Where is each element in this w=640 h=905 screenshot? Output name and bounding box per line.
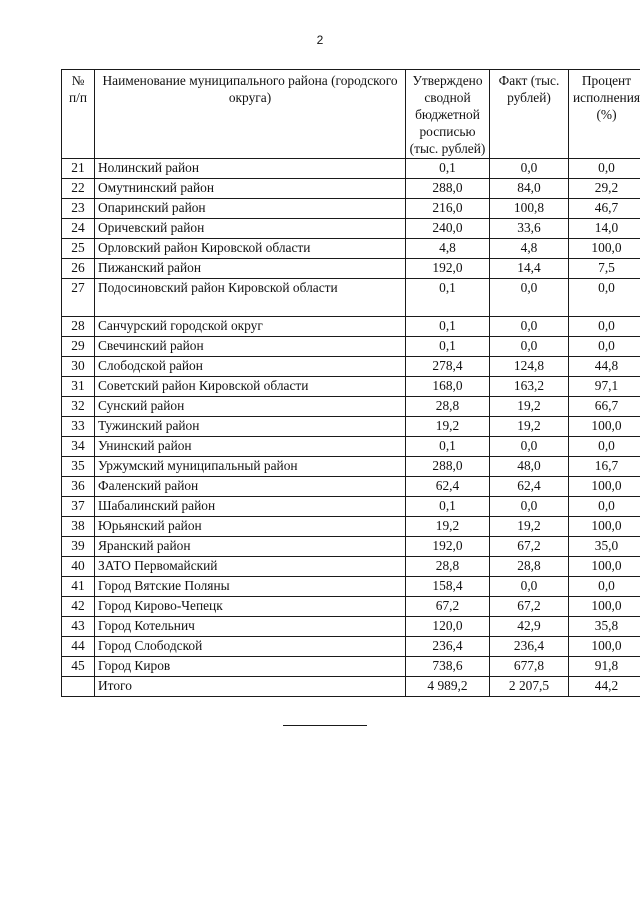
total-label: Итого: [95, 677, 406, 697]
footer-divider: [283, 725, 367, 726]
row-num: 44: [62, 637, 95, 657]
row-percent: 100,0: [569, 239, 640, 259]
table-row: [62, 617, 640, 637]
table-row: [62, 477, 640, 497]
row-fact: 124,8: [490, 357, 569, 377]
row-percent: 0,0: [569, 497, 640, 517]
row-fact: 28,8: [490, 557, 569, 577]
row-name: Опаринский район: [95, 199, 406, 219]
row-num: 26: [62, 259, 95, 279]
table-row: [62, 179, 640, 199]
row-percent: 0,0: [569, 317, 640, 337]
row-approved: 240,0: [406, 219, 490, 239]
row-num: 35: [62, 457, 95, 477]
row-percent: 100,0: [569, 637, 640, 657]
budget-execution-table: [61, 69, 640, 697]
row-name: Город Киров: [95, 657, 406, 677]
row-name: Город Котельнич: [95, 617, 406, 637]
table-row: [62, 437, 640, 457]
row-fact: 33,6: [490, 219, 569, 239]
row-name: Пижанский район: [95, 259, 406, 279]
row-fact: 236,4: [490, 637, 569, 657]
header-name: Наименование муниципального района (городского округа): [95, 70, 406, 159]
header-approved: Утверждено сводной бюджетной росписью (тыс. рублей): [406, 70, 490, 159]
row-approved: 28,8: [406, 557, 490, 577]
row-name: Яранский район: [95, 537, 406, 557]
row-num: 22: [62, 179, 95, 199]
row-approved: 19,2: [406, 417, 490, 437]
table-body: [62, 159, 640, 697]
row-num: 30: [62, 357, 95, 377]
row-approved: 192,0: [406, 537, 490, 557]
row-fact: 67,2: [490, 597, 569, 617]
row-percent: 66,7: [569, 397, 640, 417]
row-percent: 91,8: [569, 657, 640, 677]
row-percent: 0,0: [569, 159, 640, 179]
table-header-row: [62, 70, 640, 159]
row-approved: 288,0: [406, 457, 490, 477]
row-num: 45: [62, 657, 95, 677]
row-approved: 278,4: [406, 357, 490, 377]
row-approved: 236,4: [406, 637, 490, 657]
row-num: 21: [62, 159, 95, 179]
row-approved: 288,0: [406, 179, 490, 199]
row-fact: 0,0: [490, 317, 569, 337]
row-fact: 0,0: [490, 159, 569, 179]
row-approved: 0,1: [406, 497, 490, 517]
table-row: [62, 417, 640, 437]
row-name: Советский район Кировской области: [95, 377, 406, 397]
row-num: 32: [62, 397, 95, 417]
row-fact: 0,0: [490, 497, 569, 517]
row-fact: 100,8: [490, 199, 569, 219]
row-approved: 216,0: [406, 199, 490, 219]
header-fact: Факт (тыс. рублей): [490, 70, 569, 159]
page-number: 2: [316, 33, 324, 47]
row-approved: 19,2: [406, 517, 490, 537]
table-row: [62, 537, 640, 557]
row-name: Унинский район: [95, 437, 406, 457]
row-percent: 44,8: [569, 357, 640, 377]
row-fact: 0,0: [490, 437, 569, 457]
row-fact: 19,2: [490, 397, 569, 417]
row-num: 31: [62, 377, 95, 397]
row-fact: 163,2: [490, 377, 569, 397]
row-name: Шабалинский район: [95, 497, 406, 517]
row-percent: 35,8: [569, 617, 640, 637]
total-num: [62, 677, 95, 697]
row-num: 37: [62, 497, 95, 517]
row-name: Город Слободской: [95, 637, 406, 657]
row-name: Тужинский район: [95, 417, 406, 437]
row-num: 29: [62, 337, 95, 357]
table-row: [62, 557, 640, 577]
row-fact: 677,8: [490, 657, 569, 677]
row-approved: 0,1: [406, 317, 490, 337]
row-percent: 46,7: [569, 199, 640, 219]
row-num: 36: [62, 477, 95, 497]
row-name: Фаленский район: [95, 477, 406, 497]
row-percent: 14,0: [569, 219, 640, 239]
table-row: [62, 377, 640, 397]
row-percent: 0,0: [569, 337, 640, 357]
table-total-row: [62, 677, 640, 697]
row-fact: 42,9: [490, 617, 569, 637]
row-num: 34: [62, 437, 95, 457]
row-approved: 738,6: [406, 657, 490, 677]
row-num: 39: [62, 537, 95, 557]
row-name: Город Кирово-Чепецк: [95, 597, 406, 617]
table-row: [62, 517, 640, 537]
row-name: Юрьянский район: [95, 517, 406, 537]
row-approved: 168,0: [406, 377, 490, 397]
row-percent: 100,0: [569, 417, 640, 437]
row-approved: 67,2: [406, 597, 490, 617]
header-num: № п/п: [62, 70, 95, 159]
row-num: 41: [62, 577, 95, 597]
table-row: [62, 597, 640, 617]
table-row: [62, 199, 640, 219]
row-name: Омутнинский район: [95, 179, 406, 199]
row-num: 28: [62, 317, 95, 337]
row-approved: 0,1: [406, 159, 490, 179]
table-row: [62, 497, 640, 517]
total-approved: 4 989,2: [406, 677, 490, 697]
row-num: 43: [62, 617, 95, 637]
row-percent: 16,7: [569, 457, 640, 477]
row-percent: 100,0: [569, 557, 640, 577]
row-fact: 0,0: [490, 337, 569, 357]
table-row: [62, 457, 640, 477]
row-percent: 29,2: [569, 179, 640, 199]
row-name: Сунский район: [95, 397, 406, 417]
table-row: [62, 259, 640, 279]
row-approved: 120,0: [406, 617, 490, 637]
row-approved: 62,4: [406, 477, 490, 497]
row-num: 25: [62, 239, 95, 259]
row-percent: 100,0: [569, 597, 640, 617]
row-num: 24: [62, 219, 95, 239]
row-approved: 28,8: [406, 397, 490, 417]
row-percent: 97,1: [569, 377, 640, 397]
row-approved: 0,1: [406, 437, 490, 457]
row-percent: 100,0: [569, 517, 640, 537]
table-row: [62, 397, 640, 417]
row-fact: 84,0: [490, 179, 569, 199]
row-name: Подосиновский район Кировской области: [95, 279, 406, 317]
total-percent: 44,2: [569, 677, 640, 697]
table-row: [62, 577, 640, 597]
row-approved: 0,1: [406, 279, 490, 317]
row-fact: 19,2: [490, 417, 569, 437]
row-name: ЗАТО Первомайский: [95, 557, 406, 577]
row-percent: 0,0: [569, 437, 640, 457]
row-fact: 0,0: [490, 279, 569, 317]
row-num: 27: [62, 279, 95, 317]
table-row: [62, 357, 640, 377]
row-num: 38: [62, 517, 95, 537]
row-name: Свечинский район: [95, 337, 406, 357]
row-percent: 0,0: [569, 577, 640, 597]
total-fact: 2 207,5: [490, 677, 569, 697]
row-name: Слободской район: [95, 357, 406, 377]
row-name: Уржумский муниципальный район: [95, 457, 406, 477]
row-name: Оричевский район: [95, 219, 406, 239]
row-fact: 48,0: [490, 457, 569, 477]
row-fact: 14,4: [490, 259, 569, 279]
table-row: [62, 219, 640, 239]
row-fact: 19,2: [490, 517, 569, 537]
row-fact: 4,8: [490, 239, 569, 259]
row-percent: 100,0: [569, 477, 640, 497]
row-fact: 67,2: [490, 537, 569, 557]
table-row: [62, 337, 640, 357]
row-approved: 192,0: [406, 259, 490, 279]
row-percent: 35,0: [569, 537, 640, 557]
row-percent: 0,0: [569, 279, 640, 317]
row-name: Нолинский район: [95, 159, 406, 179]
row-name: Санчурский городской округ: [95, 317, 406, 337]
row-approved: 0,1: [406, 337, 490, 357]
table-row: [62, 317, 640, 337]
row-fact: 0,0: [490, 577, 569, 597]
table-row: [62, 657, 640, 677]
row-num: 42: [62, 597, 95, 617]
row-approved: 4,8: [406, 239, 490, 259]
header-percent: Процент исполнения (%): [569, 70, 640, 159]
row-name: Город Вятские Поляны: [95, 577, 406, 597]
row-approved: 158,4: [406, 577, 490, 597]
row-num: 33: [62, 417, 95, 437]
row-fact: 62,4: [490, 477, 569, 497]
row-num: 23: [62, 199, 95, 219]
row-num: 40: [62, 557, 95, 577]
row-percent: 7,5: [569, 259, 640, 279]
table-row: [62, 239, 640, 259]
table-row: [62, 159, 640, 179]
table-row: [62, 637, 640, 657]
table-row: [62, 279, 640, 317]
row-name: Орловский район Кировской области: [95, 239, 406, 259]
